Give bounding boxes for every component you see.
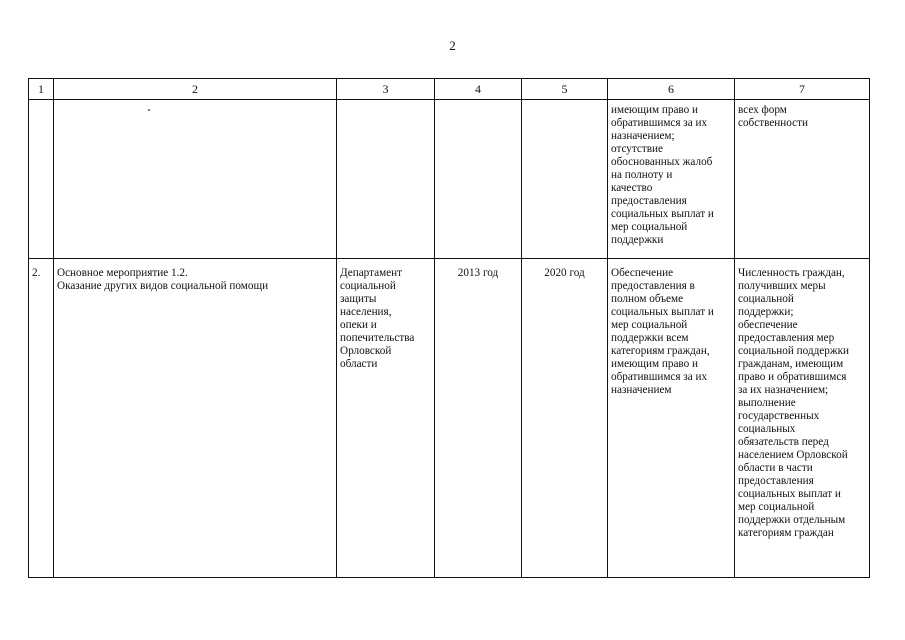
text-line: полном объеме [611, 293, 684, 305]
table-row-activity-1-2 [29, 259, 870, 578]
text-line: назначением; [611, 130, 675, 142]
table-row-continuation [29, 100, 870, 259]
table-header-row [29, 79, 870, 100]
text-line: социальной [340, 280, 396, 292]
header-cell-2: 2 [54, 79, 337, 100]
text-line: Обеспечение [611, 267, 674, 279]
text-line: поддержки [611, 234, 664, 246]
cell-indicators-continued [735, 100, 870, 259]
text-line: на полноту и [611, 169, 673, 181]
text-line: получивших меры [738, 280, 826, 292]
cell-start-year: 2013 год [435, 259, 522, 578]
text-line: защиты [340, 293, 377, 305]
text-line: поддержки; [738, 306, 794, 318]
text-line: области в части [738, 462, 813, 474]
cell-end-year: 2020 год [522, 259, 608, 578]
activity-name: Оказание других видов социальной помощи [57, 280, 269, 292]
cell-expected-result-continued [608, 100, 735, 259]
text-line: поддержки отдельным [738, 514, 846, 526]
cell-title-empty [54, 100, 337, 259]
text-line: обеспечение [738, 319, 798, 331]
text-line: предоставления [738, 475, 814, 487]
text-line: поддержки всем [611, 332, 689, 344]
text-line: области [340, 358, 378, 370]
text-line: право и обратившимся [738, 371, 847, 383]
text-line: за их назначением; [738, 384, 829, 396]
text-line: собственности [738, 117, 808, 129]
header-cell-5: 5 [522, 79, 608, 100]
text-line: категориям граждан, [611, 345, 710, 357]
text-line: попечительства [340, 332, 415, 344]
text-line: социальной [738, 293, 794, 305]
text-line: категориям граждан [738, 527, 834, 539]
text-line: качество [611, 182, 653, 194]
cell-number-empty [29, 100, 54, 259]
text-line: обязательств перед [738, 436, 829, 448]
text-line: мер социальной [611, 319, 688, 331]
cell-activity-title [54, 259, 337, 578]
text-line: Численность граждан, [738, 267, 845, 279]
program-activities-table [28, 78, 870, 578]
cell-row-number: 2. [29, 259, 54, 578]
text-line: Департамент [340, 267, 403, 279]
header-cell-3: 3 [337, 79, 435, 100]
header-cell-4: 4 [435, 79, 522, 100]
text-line: социальной поддержки [738, 345, 850, 357]
text-line: социальных выплат и [611, 306, 714, 318]
text-line: имеющим право и [611, 104, 698, 116]
text-line: предоставления в [611, 280, 695, 292]
text-line: всех форм [738, 104, 787, 116]
text-line: отсутствие [611, 143, 663, 155]
text-line: предоставления [611, 195, 687, 207]
text-line: мер социальной [738, 501, 815, 513]
cell-start-empty [435, 100, 522, 259]
cell-executor-empty [337, 100, 435, 259]
text-line: обратившимся за их [611, 117, 708, 129]
text-line: населением Орловской [738, 449, 848, 461]
text-line: социальных [738, 423, 796, 435]
text-line: обратившимся за их [611, 371, 708, 383]
activity-code: Основное мероприятие 1.2. [57, 267, 188, 279]
text-line: предоставления мер [738, 332, 835, 344]
text-line: обоснованных жалоб [611, 156, 713, 168]
text-line: населения, [340, 306, 392, 318]
cell-end-empty [522, 100, 608, 259]
text-line: мер социальной [611, 221, 688, 233]
text-line: гражданам, имеющим [738, 358, 844, 370]
header-cell-7: 7 [735, 79, 870, 100]
text-line: социальных выплат и [611, 208, 714, 220]
text-line: Орловской [340, 345, 392, 357]
text-line: социальных выплат и [738, 488, 841, 500]
page-number: 2 [449, 38, 456, 53]
cell-indicators [735, 259, 870, 578]
text-line: назначением [611, 384, 672, 396]
text-line: имеющим право и [611, 358, 698, 370]
cell-executor [337, 259, 435, 578]
text-line: выполнение [738, 397, 796, 409]
header-cell-6: 6 [608, 79, 735, 100]
text-line: государственных [738, 410, 820, 422]
text-line: опеки и [340, 319, 377, 331]
header-cell-1: 1 [29, 79, 54, 100]
cell-expected-result [608, 259, 735, 578]
